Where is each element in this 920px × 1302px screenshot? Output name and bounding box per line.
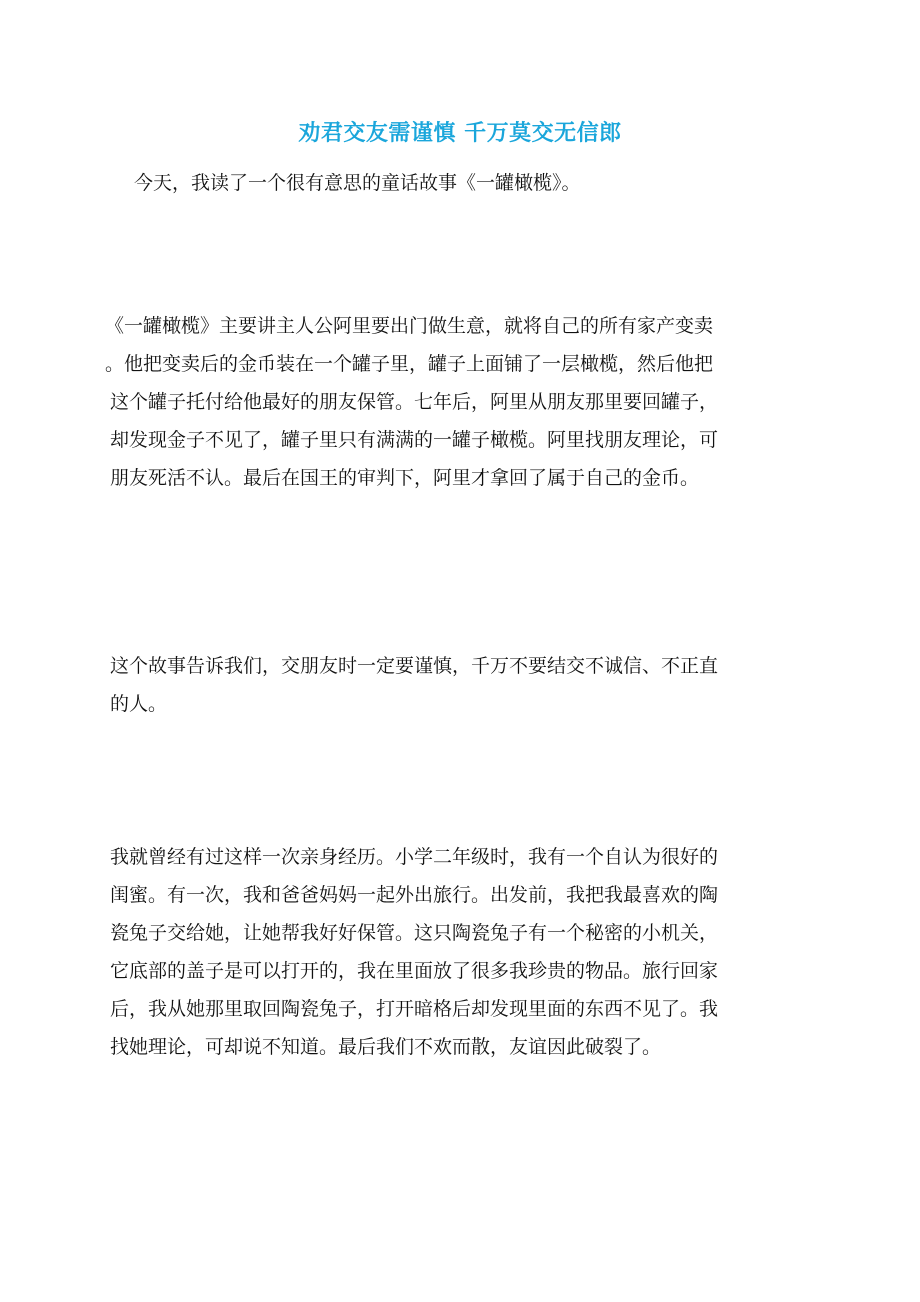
paragraph-line: 今天，我读了一个很有意思的童话故事《一罐橄榄》。 [134, 172, 581, 194]
paragraph-line: 。他把变卖后的金币装在一个罐子里，罐子上面铺了一层橄榄，然后他把 [105, 353, 714, 375]
document-title: 劝君交友需谨慎 千万莫交无信郎 [298, 121, 622, 146]
paragraph-line: 它底部的盖子是可以打开的，我在里面放了很多我珍贵的物品。旅行回家 [110, 960, 719, 982]
paragraph-line: 这个故事告诉我们，交朋友时一定要谨慎，千万不要结交不诚信、不正直 [110, 655, 719, 677]
paragraph-line: 找她理论，可却说不知道。最后我们不欢而散，友谊因此破裂了。 [110, 1036, 662, 1058]
paragraph-intro [110, 164, 810, 202]
paragraph-line: 后，我从她那里取回陶瓷兔子，打开暗格后却发现里面的东西不见了。我 [110, 998, 719, 1020]
paragraph-line: 的人。 [110, 693, 168, 715]
paragraph-line: 瓷兔子交给她，让她帮我好好保管。这只陶瓷兔子有一个秘密的小机关， [110, 922, 719, 944]
paragraph-line: 却发现金子不见了，罐子里只有满满的一罐子橄榄。阿里找朋友理论，可 [110, 429, 719, 451]
paragraph-story [110, 838, 810, 1066]
paragraph-lesson [110, 647, 810, 723]
paragraph-line: 《一罐橄榄》主要讲主人公阿里要出门做生意，就将自己的所有家产变卖 [105, 315, 714, 337]
paragraph-summary [105, 307, 810, 497]
paragraph-line: 朋友死活不认。最后在国王的审判下，阿里才拿回了属于自己的金币。 [110, 467, 700, 489]
paragraph-line: 我就曾经有过这样一次亲身经历。小学二年级时，我有一个自认为很好的 [110, 846, 719, 868]
paragraph-line: 闺蜜。有一次，我和爸爸妈妈一起外出旅行。出发前，我把我最喜欢的陶 [110, 884, 719, 906]
paragraph-line: 这个罐子托付给他最好的朋友保管。七年后，阿里从朋友那里要回罐子， [110, 391, 719, 413]
